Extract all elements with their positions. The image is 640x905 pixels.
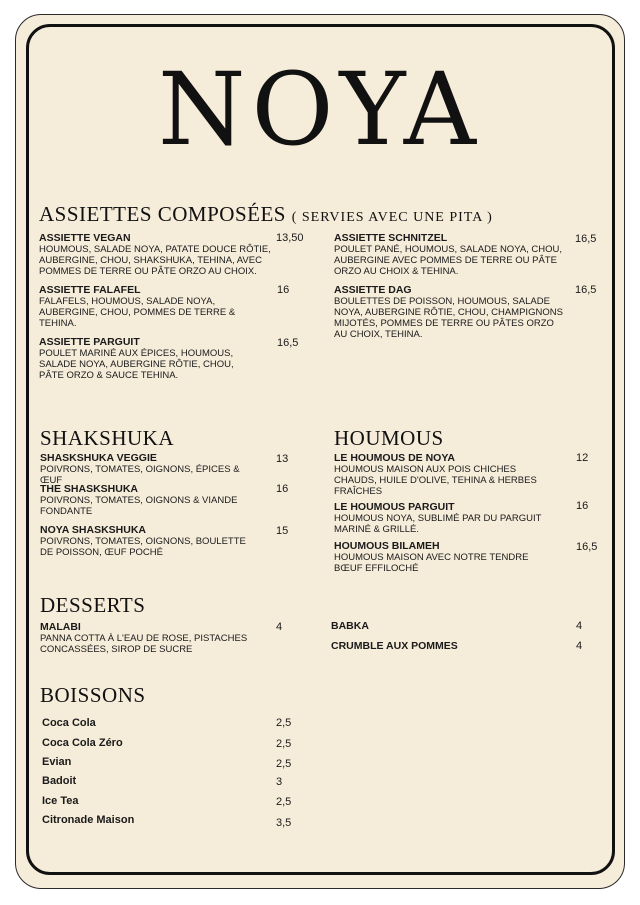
drink-name: Ice Tea (42, 795, 79, 807)
section-title-assiettes (39, 204, 493, 225)
drink-price: 2,5 (276, 758, 292, 770)
item-description: BOULETTES DE POISSON, HOUMOUS, SALADE NOYA, AUBERGINE RÔTIE, CHOU, CHAMPIGNONS MIJOTÉS, POMMES DE TERRE OU PÂTES ORZO AU CHOIX, TEHINA. (334, 296, 563, 340)
item-name: ASSIETTE DAG (334, 284, 412, 296)
menu-item-the-shakshuka (40, 483, 250, 517)
item-name: CRUMBLE AUX POMMES (331, 640, 458, 652)
item-description: POIVRONS, TOMATES, OIGNONS, BOULETTE DE POISSON, ŒUF POCHÉ (40, 536, 246, 558)
menu-item-crumble (331, 640, 458, 652)
item-price: 16 (276, 483, 289, 495)
assiettes-title: ASSIETTES COMPOSÉES (39, 202, 286, 226)
item-name: SHASKSHUKA VEGGIE (40, 452, 157, 464)
item-description: FALAFELS, HOUMOUS, SALADE NOYA, AUBERGINE, CHOU, POMMES DE TERRE & TEHINA. (39, 296, 236, 329)
item-name: BABKA (331, 620, 369, 632)
item-name: MALABI (40, 621, 81, 633)
menu-item-houmous-de-noya (334, 452, 550, 497)
drink-price: 2,5 (276, 796, 292, 808)
menu-item-babka (331, 620, 369, 632)
item-price: 16,5 (576, 541, 598, 553)
item-price: 16,5 (575, 233, 597, 245)
item-price: 4 (576, 620, 583, 632)
item-price: 4 (576, 640, 583, 652)
menu-item-assiette-parguit (39, 336, 245, 381)
item-description: POULET PANÉ, HOUMOUS, SALADE NOYA, CHOU, AUBERGINE AVEC POMMES DE TERRE OU PÂTE ORZO AU CHOIX & TEHINA. (334, 244, 563, 277)
drink-price: 2,5 (276, 717, 292, 729)
menu-item-shakshuka-veggie (40, 452, 260, 486)
drink-price: 3 (276, 776, 283, 788)
menu-item-assiette-schnitzel (334, 232, 568, 277)
item-price: 16 (576, 500, 589, 512)
item-price: 13,50 (276, 232, 304, 244)
item-name: HOUMOUS BILAMEH (334, 540, 440, 552)
item-description: POULET MARINÉ AUX ÉPICES, HOUMOUS, SALADE NOYA, AUBERGINE RÔTIE, CHOU, PÂTE ORZO & SAUCE TEHINA. (39, 348, 234, 381)
item-name: THE SHASKSHUKA (40, 483, 139, 495)
menu-item-malabi (40, 621, 260, 655)
drink-name: Citronade Maison (42, 814, 135, 826)
item-description: HOUMOUS NOYA, SUBLIMÉ PAR DU PARGUIT MARINÉ & GRILLÉ. (334, 513, 542, 535)
drink-name: Coca Cola Zéro (42, 737, 123, 749)
item-name: NOYA SHASKSHUKA (40, 524, 146, 536)
brand-logo: NOYA (158, 51, 482, 168)
menu-item-houmous-bilameh (334, 540, 544, 574)
item-price: 4 (276, 621, 283, 633)
menu-item-assiette-dag (334, 284, 568, 340)
item-name: LE HOUMOUS PARGUIT (334, 501, 455, 513)
menu-item-assiette-falafel (39, 284, 239, 329)
section-title-boissons: BOISSONS (40, 683, 146, 707)
menu-item-assiette-vegan (39, 232, 275, 277)
item-price: 13 (276, 453, 289, 465)
section-title-desserts: DESSERTS (40, 593, 146, 617)
item-description: POIVRONS, TOMATES, OIGNONS & VIANDE FONDANTE (40, 495, 238, 517)
item-name: ASSIETTE PARGUIT (39, 336, 140, 348)
item-price: 12 (576, 452, 589, 464)
menu-item-houmous-parguit (334, 501, 550, 535)
item-name: LE HOUMOUS DE NOYA (334, 452, 455, 464)
item-name: ASSIETTE SCHNITZEL (334, 232, 448, 244)
menu-item-noya-shakshuka (40, 524, 255, 558)
item-price: 16,5 (277, 337, 299, 349)
drink-name: Evian (42, 756, 72, 768)
drink-name: Badoit (42, 775, 77, 787)
drink-price: 2,5 (276, 738, 292, 750)
item-name: ASSIETTE VEGAN (39, 232, 131, 244)
item-name: ASSIETTE FALAFEL (39, 284, 141, 296)
item-description: HOUMOUS MAISON AVEC NOTRE TENDRE BŒUF EFFILOCHÉ (334, 552, 529, 574)
section-title-houmous: HOUMOUS (334, 426, 444, 450)
item-description: HOUMOUS, SALADE NOYA, PATATE DOUCE RÔTIE, AUBERGINE, CHOU, SHAKSHUKA, TEHINA, AVEC POMMES DE TERRE OU PÂTE ORZO AU CHOIX. (39, 244, 271, 277)
drink-name: Coca Cola (42, 717, 96, 729)
item-description: HOUMOUS MAISON AUX POIS CHICHES CHAUDS, HUILE D'OLIVE, TEHINA & HERBES FRAÎCHES (334, 464, 537, 497)
item-price: 15 (276, 525, 289, 537)
item-description: POIVRONS, TOMATES, OIGNONS, ÉPICES & ŒUF (40, 464, 240, 486)
assiettes-subtitle: ( SERVIES AVEC UNE PITA ) (291, 210, 493, 225)
section-title-shakshuka: SHAKSHUKA (40, 426, 175, 450)
item-description: PANNA COTTA À L'EAU DE ROSE, PISTACHES CONCASSÉES, SIROP DE SUCRE (40, 633, 248, 655)
item-price: 16 (277, 284, 290, 296)
item-price: 16,5 (575, 284, 597, 296)
drink-price: 3,5 (276, 817, 292, 829)
